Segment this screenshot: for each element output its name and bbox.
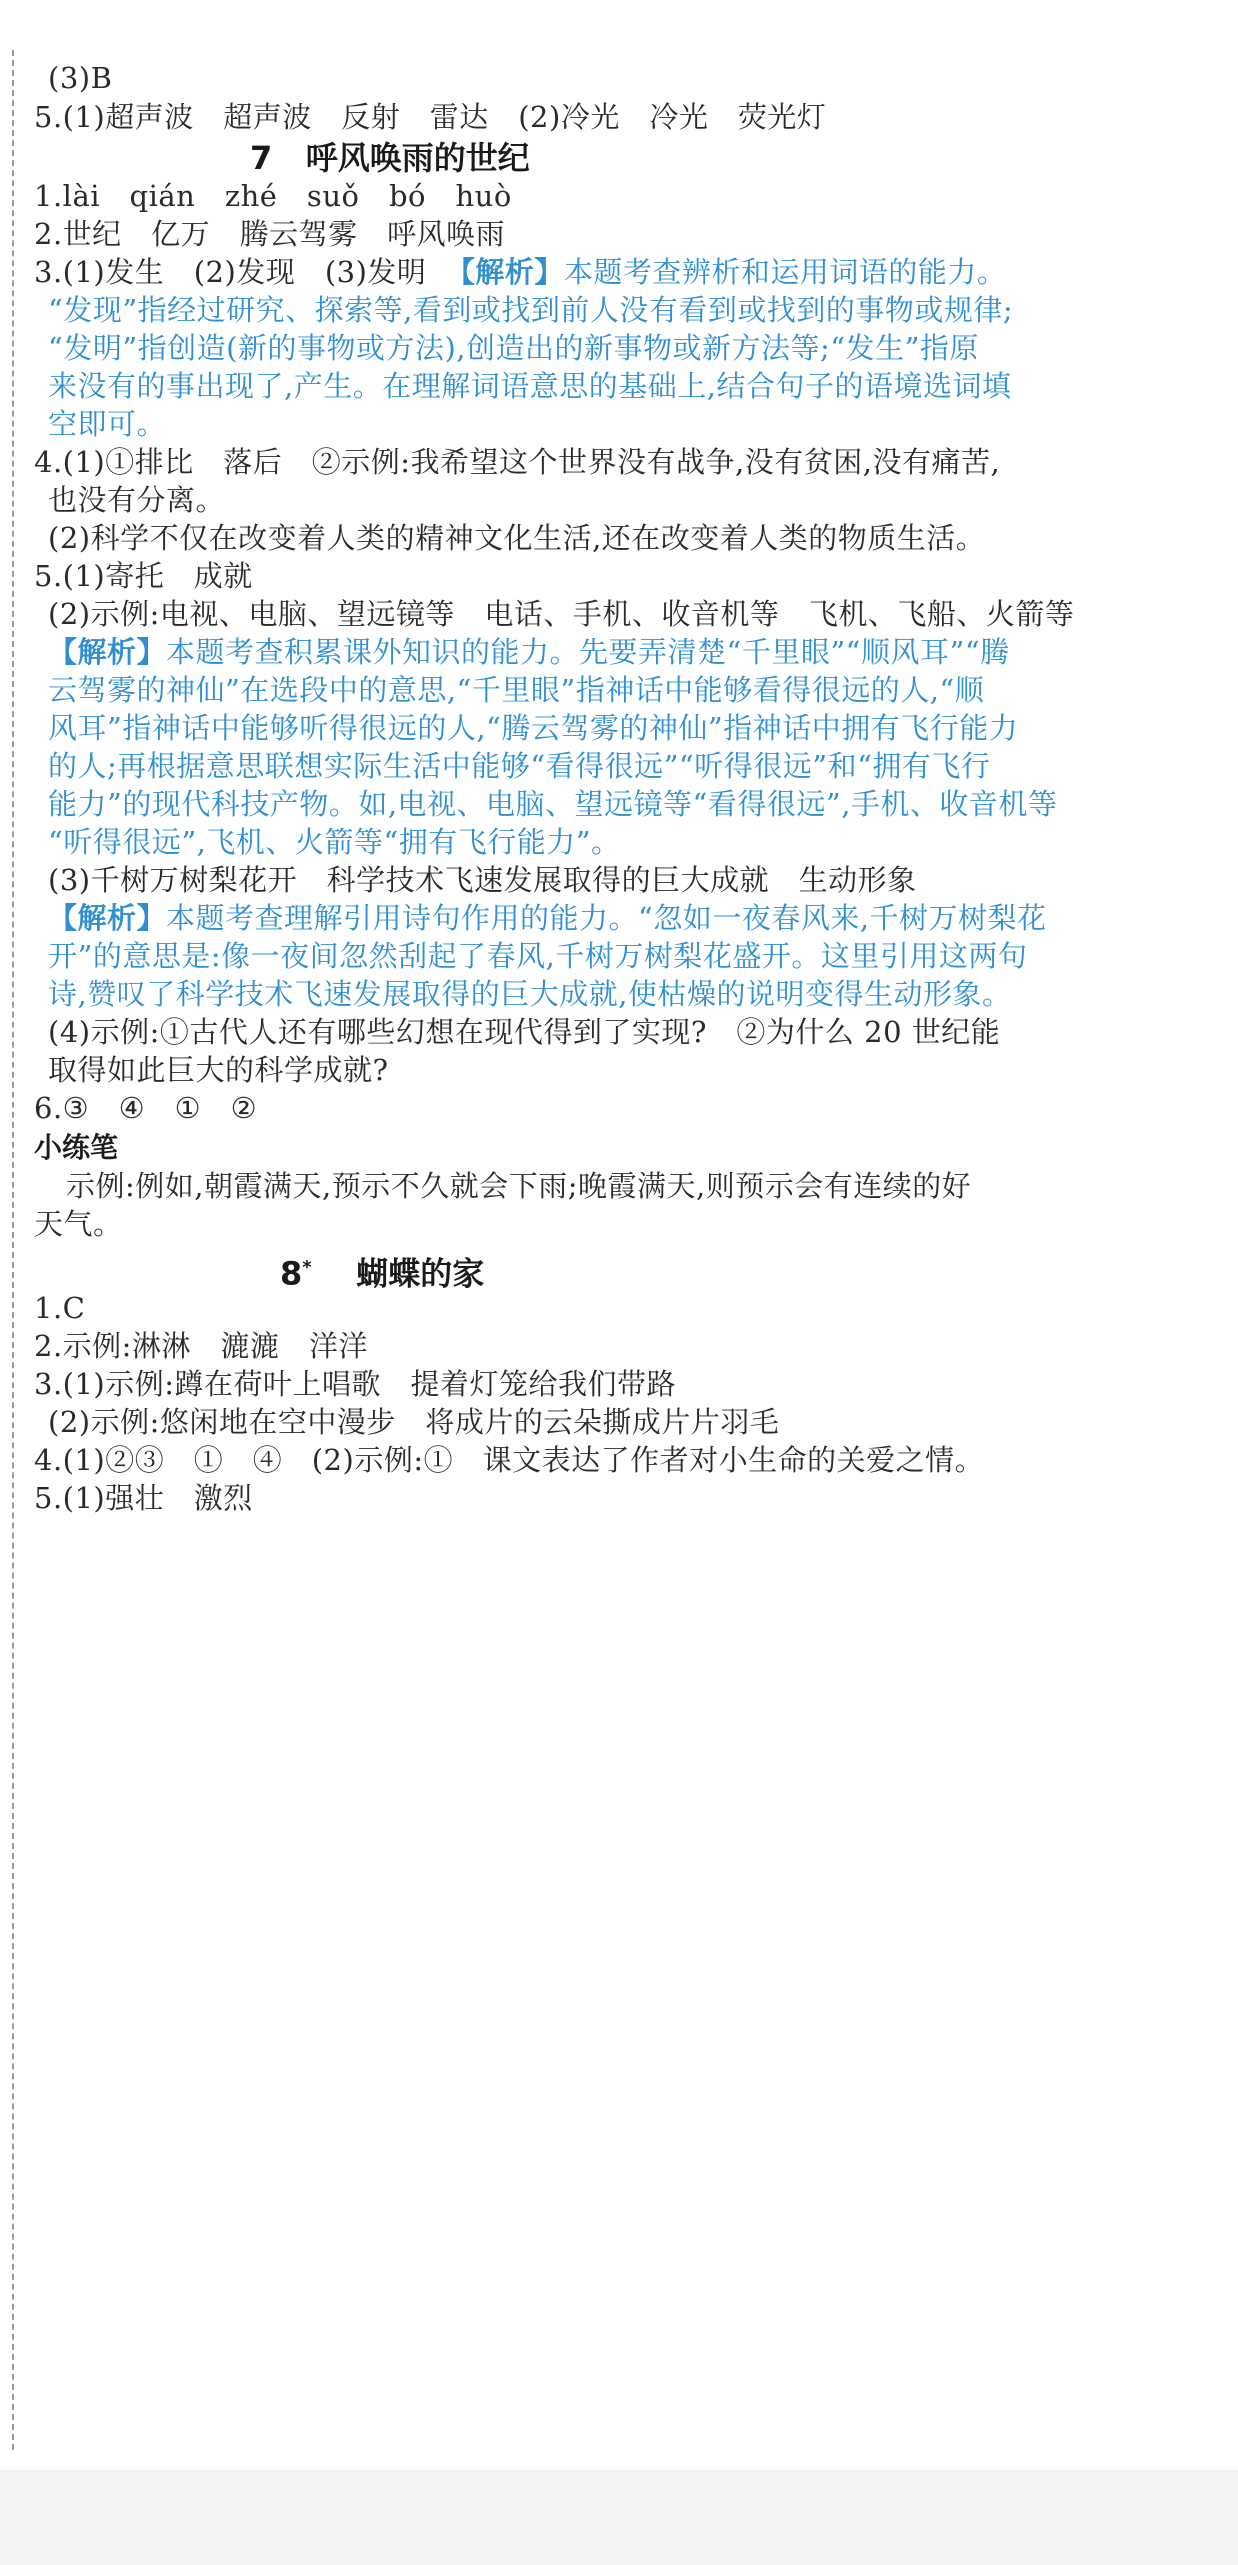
analysis-line: 云驾雾的神仙”在选段中的意思,“千里眼”指神话中能够看得很远的人,“顺: [48, 673, 985, 707]
analysis-text: 本题考查辨析和运用词语的能力。: [563, 255, 1007, 289]
answer-line: 5.(1)寄托 成就: [34, 559, 253, 593]
answer-line: 天气。: [34, 1207, 123, 1241]
analysis-line: “发明”指创造(新的事物或方法),创造出的新事物或新方法等;“发生”指原: [48, 331, 979, 365]
dashed-cut-line: [12, 50, 14, 2450]
answer-line: (2)示例:电视、电脑、望远镜等 电话、手机、收音机等 飞机、飞船、火箭等: [48, 597, 1075, 631]
analysis-line: [48, 634, 1010, 670]
analysis-line: 能力”的现代科技产物。如,电视、电脑、望远镜等“看得很远”,手机、收音机等: [48, 787, 1058, 821]
analysis-line: 来没有的事出现了,产生。在理解词语意思的基础上,结合句子的语境选词填: [48, 369, 1012, 403]
optional-star: *: [302, 1257, 312, 1278]
analysis-line: 风耳”指神话中能够听得很远的人,“腾云驾雾的神仙”指神话中拥有飞行能力: [48, 711, 1019, 745]
analysis-line: “听得很远”,飞机、火箭等“拥有飞行能力”。: [48, 825, 621, 859]
answer-line: (2)示例:悠闲地在空中漫步 将成片的云朵撕成片片羽毛: [48, 1405, 780, 1439]
section-number: 8: [280, 1254, 303, 1293]
answer-line: 3.(1)示例:蹲在荷叶上唱歌 提着灯笼给我们带路: [34, 1367, 677, 1401]
xiaolianbi-heading: 小练笔: [34, 1131, 119, 1164]
answer-line: (2)科学不仅在改变着人类的精神文化生活,还在改变着人类的物质生活。: [48, 521, 986, 555]
answer-line: (3)千树万树梨花开 科学技术飞速发展取得的巨大成就 生动形象: [48, 863, 917, 897]
answer-line: 也没有分离。: [48, 483, 226, 517]
section-8-heading: [280, 1248, 484, 1294]
answer-line: 2.示例:淋淋 漉漉 洋洋: [34, 1329, 368, 1363]
analysis-line: 的人;再根据意思联想实际生活中能够“看得很远”“听得很远”和“拥有飞行: [48, 749, 991, 783]
answer-line: 4.(1)①排比 落后 ②示例:我希望这个世界没有战争,没有贫困,没有痛苦,: [34, 445, 1001, 479]
analysis-line: 空即可。: [48, 407, 167, 441]
analysis-text: 本题考查理解引用诗句作用的能力。“忽如一夜春风来,千树万树梨花: [166, 901, 1047, 935]
analysis-line: 开”的意思是:像一夜间忽然刮起了春风,千树万树梨花盛开。这里引用这两句: [48, 939, 1028, 973]
analysis-tag: 【解析】: [48, 901, 167, 935]
answer-line: 取得如此巨大的科学成就?: [48, 1053, 389, 1087]
answer-line: [34, 254, 1006, 290]
analysis-tag: 【解析】: [48, 635, 167, 669]
answer-line: 1.lài qián zhé suǒ bó huò: [34, 179, 512, 213]
analysis-text: 本题考查积累课外知识的能力。先要弄清楚“千里眼”“顺风耳”“腾: [166, 635, 1010, 669]
answer-line: 5.(1)超声波 超声波 反射 雷达 (2)冷光 冷光 荧光灯: [34, 100, 827, 134]
answer-text: 3.(1)发生 (2)发现 (3)发明: [34, 255, 427, 289]
answer-line: 6.③ ④ ① ②: [34, 1091, 258, 1125]
answer-line: 示例:例如,朝霞满天,预示不久就会下雨;晚霞满天,则预示会有连续的好: [66, 1169, 972, 1203]
analysis-line: 诗,赞叹了科学技术飞速发展取得的巨大成就,使枯燥的说明变得生动形象。: [48, 977, 1012, 1011]
section-title: 蝴蝶的家: [356, 1254, 485, 1293]
analysis-tag: 【解析】: [445, 255, 564, 289]
answer-line: 1.C: [34, 1291, 86, 1325]
answer-line: 4.(1)②③ ① ④ (2)示例:① 课文表达了作者对小生命的关爱之情。: [34, 1443, 985, 1477]
answer-line: 2.世纪 亿万 腾云驾雾 呼风唤雨: [34, 217, 506, 251]
analysis-line: [48, 900, 1047, 936]
answer-line: (3)B: [48, 61, 113, 95]
answer-line: (4)示例:①古代人还有哪些幻想在现代得到了实现? ②为什么 20 世纪能: [48, 1015, 1001, 1049]
section-7-heading: [250, 138, 530, 178]
section-number: 7: [250, 139, 273, 177]
section-title: 呼风唤雨的世纪: [305, 139, 530, 177]
page-bottom-margin: [0, 2470, 1238, 2565]
answer-line: 5.(1)强壮 激烈: [34, 1481, 253, 1515]
analysis-line: “发现”指经过研究、探索等,看到或找到前人没有看到或找到的事物或规律;: [48, 293, 1014, 327]
